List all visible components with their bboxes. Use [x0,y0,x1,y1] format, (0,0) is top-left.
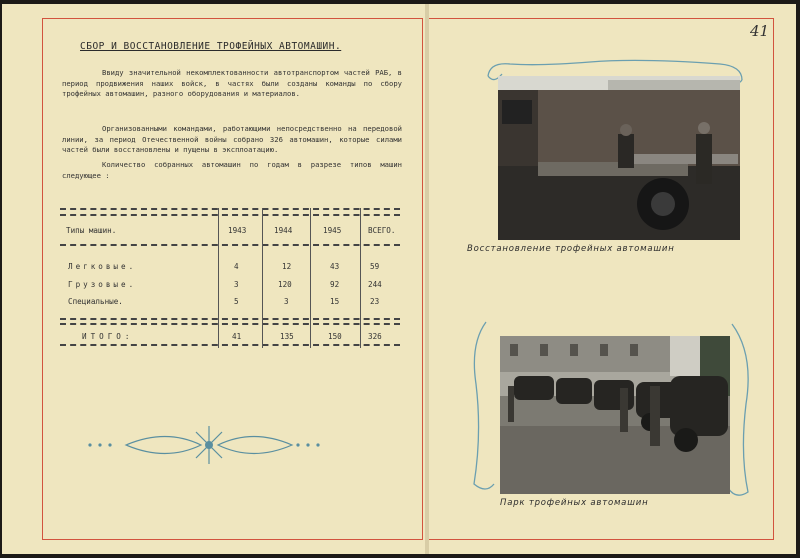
photo-captured-vehicles-park [500,336,730,494]
table-total-cell: 326 [368,332,382,341]
table-column-divider [218,208,219,348]
paragraph-3: Количество собранных автомашин по годам в разрезе типов машин следующее : [62,160,402,180]
photo1-caption: Восстановление трофейных автомашин [467,244,675,254]
paragraph-2: Организованными командами, работающими непосредственно на передовой линии, за период Отечественной войны собрано 326 автомашин, которые силами частей были восстановлены и пущены в эксплоатацию. [62,124,402,155]
table-cell: 5 [234,297,239,306]
photo2-caption: Парк трофейных автомашин [500,498,649,508]
table-row-label: Легковые. [68,262,137,271]
page-number: 41 [750,22,770,40]
page-title: СБОР И ВОССТАНОВЛЕНИЕ ТРОФЕЙНЫХ АВТОМАШИН. [80,41,342,52]
table-cell: 43 [330,262,340,271]
table-header-1945: 1945 [323,226,342,235]
table-header-1943: 1943 [228,226,247,235]
table-total-cell: 41 [232,332,242,341]
table-cell: 3 [234,280,239,289]
table-column-divider [360,208,361,348]
table-top-rule-2 [60,214,400,216]
table-header-1944: 1944 [274,226,293,235]
table-header-rule [60,244,400,246]
photo-car-restoration [498,76,740,240]
table-column-divider [262,208,263,348]
table-cell: 92 [330,280,340,289]
table-header-type: Типы машин. [66,226,117,235]
center-red-line [422,18,423,539]
table-top-rule [60,208,400,210]
table-column-divider [310,208,311,348]
table-cell: 4 [234,262,239,271]
table-total-rule [60,318,400,320]
table-cell: 12 [282,262,292,271]
table-cell: 23 [370,297,380,306]
table-cell: 120 [278,280,292,289]
table-total-cell: 135 [280,332,294,341]
table-cell: 59 [370,262,380,271]
ornament-divider [86,420,326,470]
table-cell: 244 [368,280,382,289]
paragraph-1: Ввиду значительной некомплектованности автотранспортом частей РАБ, в период продвижения наших войск, в частях были созданы команды по сбору трофейных автомашин, разного оборудования и материалов. [62,68,402,99]
table-row-label: Грузовые. [68,280,137,289]
table-cell: 15 [330,297,340,306]
table-total-cell: 150 [328,332,342,341]
table-bottom-rule [60,344,400,346]
table-cell: 3 [284,297,289,306]
table-total-rule-2 [60,323,400,325]
table-total-label: ИТОГО: [82,332,134,341]
table-header-total: ВСЕГО. [368,226,396,235]
table-row-label: Специальные. [68,297,123,306]
